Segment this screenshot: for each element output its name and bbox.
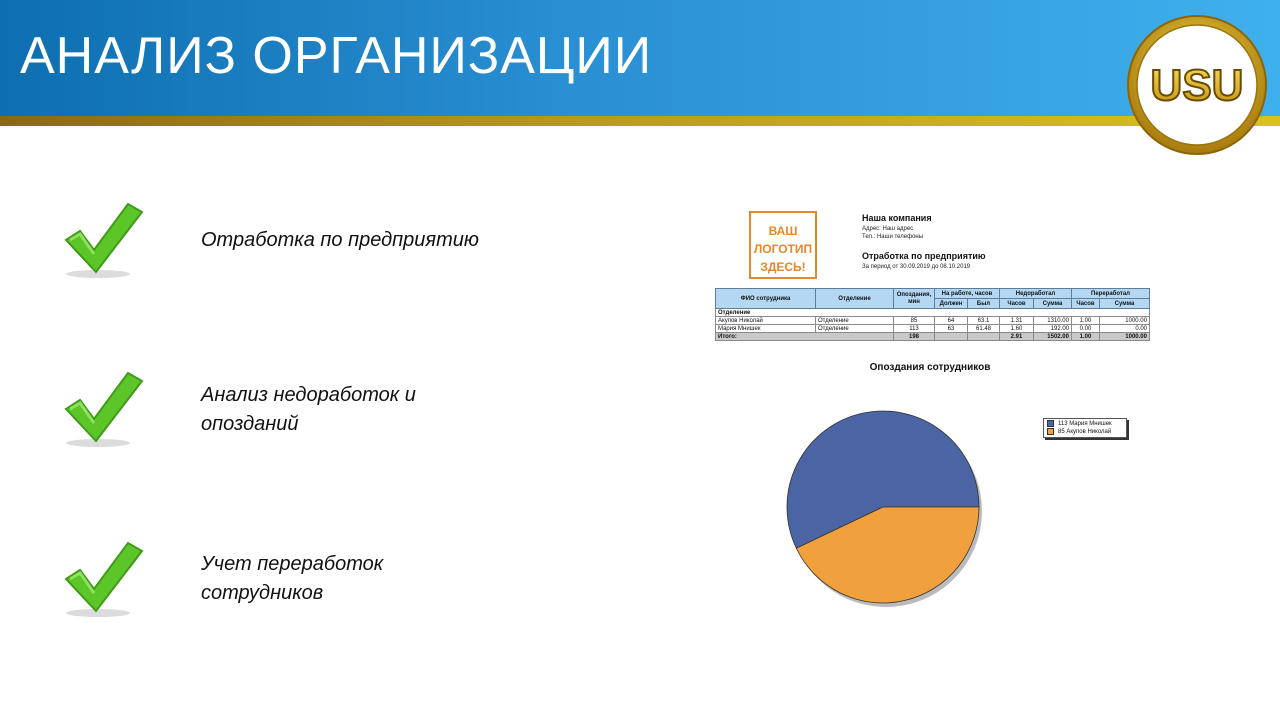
cell-was: 63.1 — [968, 317, 1000, 325]
bullet-text-1 — [201, 226, 501, 255]
checkmark-icon — [58, 539, 148, 621]
cell-dept: Отделение — [816, 317, 894, 325]
bullet-text-3 — [201, 550, 501, 608]
col-header-over: Переработал — [1072, 289, 1150, 299]
bullet-3-line-1: Учет переработок — [201, 553, 384, 575]
checkmark-icon — [58, 200, 148, 282]
checkmark-icon — [58, 369, 148, 451]
legend-label: 113 Мария Мнишек — [1058, 421, 1112, 428]
total-under-hours: 2.91 — [1000, 333, 1034, 341]
bullet-2-line-2: опозданий — [201, 413, 299, 435]
col-header-dept: Отделение — [816, 289, 894, 309]
cell-must: 64 — [935, 317, 968, 325]
total-must — [935, 333, 968, 341]
table-row — [716, 317, 1150, 325]
cell-over-hours: 1.00 — [1072, 317, 1100, 325]
bullet-2-line-1: Анализ недоработок и — [201, 384, 416, 406]
logo-placeholder — [749, 211, 817, 279]
slide-title: АНАЛИЗ ОРГАНИЗАЦИИ — [20, 27, 653, 85]
col-header-name: ФИО сотрудника — [716, 289, 816, 309]
total-over-hours: 1.00 — [1072, 333, 1100, 341]
cell-under-sum: 192.00 — [1034, 325, 1072, 333]
report-table — [715, 288, 1150, 341]
cell-over-sum: 0.00 — [1100, 325, 1150, 333]
col-header-under-hours: Часов — [1000, 299, 1034, 309]
company-address: Адрес: Наш адрес — [862, 226, 914, 232]
cell-was: 61.48 — [968, 325, 1000, 333]
total-was — [968, 333, 1000, 341]
legend-item — [1047, 428, 1111, 436]
col-header-under-sum: Сумма — [1034, 299, 1072, 309]
col-header-over-hours: Часов — [1072, 299, 1100, 309]
cell-name: Мария Мнишек — [716, 325, 816, 333]
cell-over-hours: 0.00 — [1072, 325, 1100, 333]
cell-over-sum: 1000.00 — [1100, 317, 1150, 325]
col-header-over-sum: Сумма — [1100, 299, 1150, 309]
group-label: Отделение — [716, 309, 1150, 317]
col-header-was: Был — [968, 299, 1000, 309]
total-row — [716, 333, 1150, 341]
usu-logo — [1126, 14, 1268, 156]
pie-chart — [780, 400, 1000, 620]
cell-under-hours: 1.31 — [1000, 317, 1034, 325]
legend-item — [1047, 420, 1112, 428]
total-over-sum: 1000.00 — [1100, 333, 1150, 341]
logo-placeholder-line-1: ВАШ — [768, 224, 798, 238]
cell-under-hours: 1.60 — [1000, 325, 1034, 333]
report-period: За период от 30.09.2019 до 08.10.2019 — [862, 264, 971, 270]
chart-legend — [1043, 418, 1127, 438]
cell-late: 113 — [894, 325, 935, 333]
col-header-work: На работе, часов — [935, 289, 1000, 299]
total-under-sum: 1502.00 — [1034, 333, 1072, 341]
cell-under-sum: 1310.00 — [1034, 317, 1072, 325]
col-header-under: Недоработал — [1000, 289, 1072, 299]
table-row — [716, 325, 1150, 333]
legend-swatch — [1047, 420, 1054, 427]
bullet-3-line-2: сотрудников — [201, 582, 324, 604]
logo-placeholder-line-2: ЛОГОТИП — [753, 242, 813, 256]
cell-late: 85 — [894, 317, 935, 325]
total-late: 198 — [894, 333, 935, 341]
header-stripe — [0, 116, 1280, 126]
chart-title: Опоздания сотрудников — [869, 362, 991, 373]
bullet-text-2 — [201, 381, 501, 439]
cell-dept: Отделение — [816, 325, 894, 333]
report-title: Отработка по предприятию — [862, 251, 986, 261]
company-name: Наша компания — [862, 213, 932, 223]
legend-swatch — [1047, 428, 1054, 435]
col-header-must: Должен — [935, 299, 968, 309]
usu-logo-text: USU — [1150, 61, 1244, 110]
company-phone: Тел.: Наши телефоны — [862, 234, 924, 240]
logo-placeholder-line-3: ЗДЕСЬ! — [760, 260, 806, 274]
group-row — [716, 309, 1150, 317]
total-label: Итого: — [716, 333, 894, 341]
col-header-late: Опоздания, мин — [894, 289, 935, 309]
legend-label: 85 Акупов Николай — [1058, 429, 1112, 436]
cell-must: 63 — [935, 325, 968, 333]
cell-name: Акупов Николай — [716, 317, 816, 325]
bullet-1-line-1: Отработка по предприятию — [201, 229, 479, 251]
